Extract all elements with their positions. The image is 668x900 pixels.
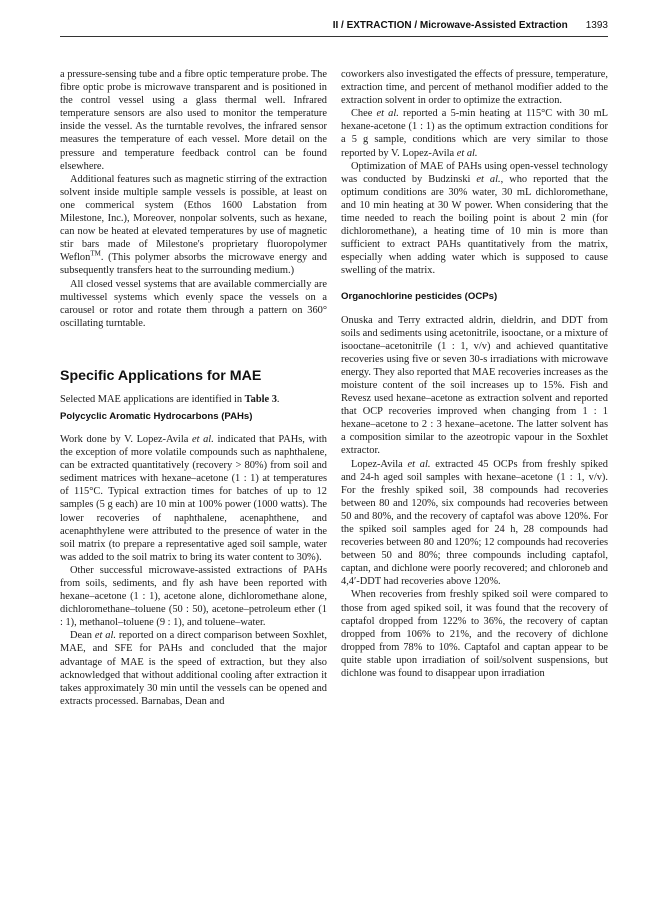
paragraph: Chee et al. reported a 5-min heating at 115°C with 30 mL hexane-acetone (1 : 1) as the optimum extraction conditions for a 5 g sample, conditions which are very similar to those reported by V. Lopez-Avila et al. (341, 108, 608, 159)
paragraph: Lopez-Avila et al. extracted 45 OCPs from freshly spiked and 24-h aged soil samples with hexane–acetone (1 : 1, v/v). For the freshly spiked soil, 38 compounds had recoveries between 80 and 120%, six compounds had recoveries between 50 and 80%, and the recovery of captafol was above 120%. For the spiked soil samples aged for 24 h, 28 compounds had recoveries between 80 and 120%; 12 compounds had recoveries between 50 and 80%; three compounds including captafol, captan, and dichlone were poorly recovered; and chloroneb and 4,4′-DDT had recoveries above 120%. (341, 458, 608, 588)
paragraph: Other successful microwave-assisted extractions of PAHs from soils, sediments, and fly ash have been reported with hexane–acetone (1 : 1), acetone alone, dichloromethane alone, dichloromethane–toluene (50 : 50), acetone–petroleum ether (1 : 1), methanol–toluene (9 : 1), and toluene–water. (60, 564, 327, 629)
right-column (341, 68, 608, 680)
paragraph: a pressure-sensing tube and a fibre optic temperature probe. The fibre optic probe is microwave transparent and is positioned in the control vessel using a glass thermal well. Infrared temperature sensors are also used to monitor the temperature inside the vessel. As the turntable revolves, the infrared sensor measures the temperature of each vessel. More detail on the pressure and temperature feedback control can be found elsewhere. (60, 69, 327, 172)
running-header (60, 20, 608, 31)
paragraph: coworkers also investigated the effects of pressure, temperature, extraction time, and percent of methanol modifier added to the extraction solvent in order to optimize the extraction. (341, 69, 608, 107)
paragraph: When recoveries from freshly spiked soil were compared to those from aged spiked soil, it was found that the recovery of captafol dropped from 122% to 36%, the recovery of captan dropped from 106% to 21%, and the recovery of dichlone dropped from 78% to 10%. Captafol and captan appear to be quite stable upon irradiation of soil/solvent suspensions, but dichlone was found to disappear upon irradiation (341, 589, 608, 680)
subsection-heading: Polycyclic Aromatic Hydrocarbons (PAHs) (60, 410, 253, 422)
trademark-symbol: TM (90, 249, 101, 258)
header-rule (60, 36, 608, 37)
left-column (60, 68, 327, 708)
paragraph: Additional features such as magnetic stirring of the extraction solvent inside multiple sample vessels is possible, at least on one commerical system (Ethos 1600 Labstation from Milestone, Inc.), Moreover, nonpolar solvents, such as hexane, can now be heated at elevated temperatures by use of magnetic stir bars made of Milestone's proprietary fluoropolymer Weflon™. (This polymer absorbs the microwave energy and subsequently transfers heat to the surrounding medium.) (60, 173, 327, 277)
page-number: 1393 (585, 20, 608, 31)
paragraph: Onuska and Terry extracted aldrin, dieldrin, and DDT from soils and sediments using acetonitrile, isooctane, or a mixture of isooctane–acetonitrile (1 : 1, v/v) and achieved quantitative recoveries using five or seven 30-s irradiations with microwave energy. They also reported that MAE recoveries increases as the moisture content of the soil increases up to 15%. Fish and Revesz used hexane–acetone as extraction solvent and reported that OCP recoveries improved when changing from 1 : 1 hexane–acetone to 2 : 3 hexane–acetone. The latter solvent has a composition similar to the azeotropic vapour in the Soxhlet extractor. (341, 314, 608, 457)
subsection-heading: Organochlorine pesticides (OCPs) (341, 290, 498, 302)
paragraph: Dean et al. reported on a direct comparison between Soxhlet, MAE, and SFE for PAHs and concluded that the major advantage of MAE is the speed of extraction, but they also acknowledged that without additional cooling after extraction it takes approximately 30 min until the vessels can be opened and extracts processed. Barnabas, Dean and (60, 630, 327, 707)
running-title: II / EXTRACTION / Microwave-Assisted Extraction (332, 20, 568, 31)
table-reference: Table 3 (244, 393, 277, 405)
paragraph: All closed vessel systems that are available commercially are multivessel systems which evenly space the vessels on a carousel or rotor and rotate them through a pattern on 360° oscillating turntable. (60, 278, 327, 329)
paragraph: Optimization of MAE of PAHs using open-vessel technology was conducted by Budzinski et al., who reported that the optimum conditions are 30% water, 30 mL dichloromethane, and 10 min heating at 30 W power. When considering that the time needed to reach the boiling point is about 2 min (for dichloromethane), a heating time of 10 min is more than sufficient to extract PAHs quantitatively from the matrix, especially when adding water which is supposed to cause swelling of the matrix. (341, 160, 608, 277)
paragraph: Selected MAE applications are identified in Table 3. (60, 393, 280, 405)
section-heading: Specific Applications for MAE (60, 367, 262, 384)
paragraph: Work done by V. Lopez-Avila et al. indicated that PAHs, with the exception of more volatile compounds such as naphthalene, can be extracted quantitatively (recovery > 80%) from soil and sediment matrices with hexane–acetone (1 : 1) at temperatures of 115°C. Typical extraction times for batches of up to 12 samples (5 g each) are 10 min at 100% power (1000 watts). The lower recoveries of naphthalene, acenaphthene, and acenaphthylene were attributed to the presence of water in the soil matrix (to prepare a representative aged soil sample, water was added to the soil matrix to bring its water content to 30%). (60, 433, 327, 563)
